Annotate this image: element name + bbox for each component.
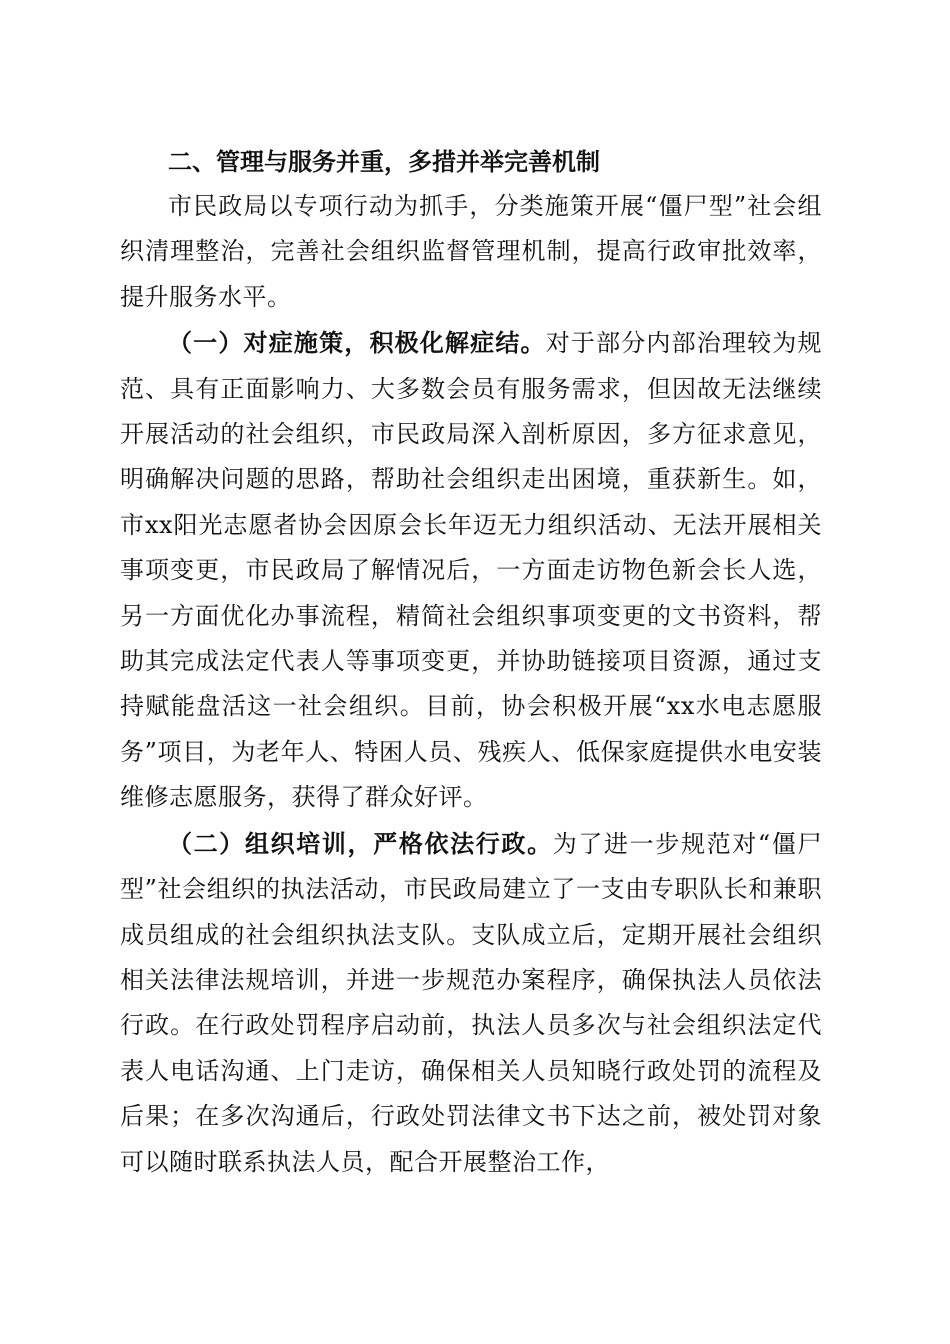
section-2-paragraph bbox=[120, 821, 822, 1185]
section-2-body: 为了进一步规范对“僵尸型”社会组织的执法活动，市民政局建立了一支由专职队长和兼职成员组成的社会组织执法支队。支队成立后，定期开展社会组织相关法律法规培训，并进一步规范办案程序，确保执法人员依法行政。在行政处罚程序启动前，执法人员多次与社会组织法定代表人电话沟通、上门走访，确保相关人员知晓行政处罚的流程及后果；在多次沟通后，行政处罚法律文书下达之前，被处罚对象可以随时联系执法人员，配合开展整治工作， bbox=[120, 829, 822, 1176]
document-body bbox=[120, 140, 822, 1185]
section-2-lead: （二）组织培训，严格依法行政。 bbox=[168, 828, 553, 858]
section-heading: 二、管理与服务并重，多措并举完善机制 bbox=[168, 148, 600, 176]
section-1-body: 对于部分内部治理较为规范、具有正面影响力、大多数会员有服务需求，但因故无法继续开展活动的社会组织，市民政局深入剖析原因，多方征求意见，明确解决问题的思路，帮助社会组织走出困境，重获新生。如，市xx阳光志愿者协会因原会长年迈无力组织活动、无法开展相关事项变更，市民政局了解情况后，一方面走访物色新会长人选，另一方面优化办事流程，精简社会组织事项变更的文书资料，帮助其完成法定代表人等事项变更，并协助链接项目资源，通过支持赋能盘活这一社会组织。目前，协会积极开展“xx水电志愿服务”项目，为老年人、特困人员、残疾人、低保家庭提供水电安装维修志愿服务，获得了群众好评。 bbox=[120, 329, 823, 812]
section-1-paragraph bbox=[120, 320, 822, 820]
intro-paragraph bbox=[120, 184, 822, 320]
section-1-lead: （一）对症施策，积极化解症结。 bbox=[168, 328, 546, 358]
intro-text: 市民政局以专项行动为抓手，分类施策开展“僵尸型”社会组织清理整治，完善社会组织监督管理机制，提高行政审批效率，提升服务水平。 bbox=[120, 192, 822, 311]
